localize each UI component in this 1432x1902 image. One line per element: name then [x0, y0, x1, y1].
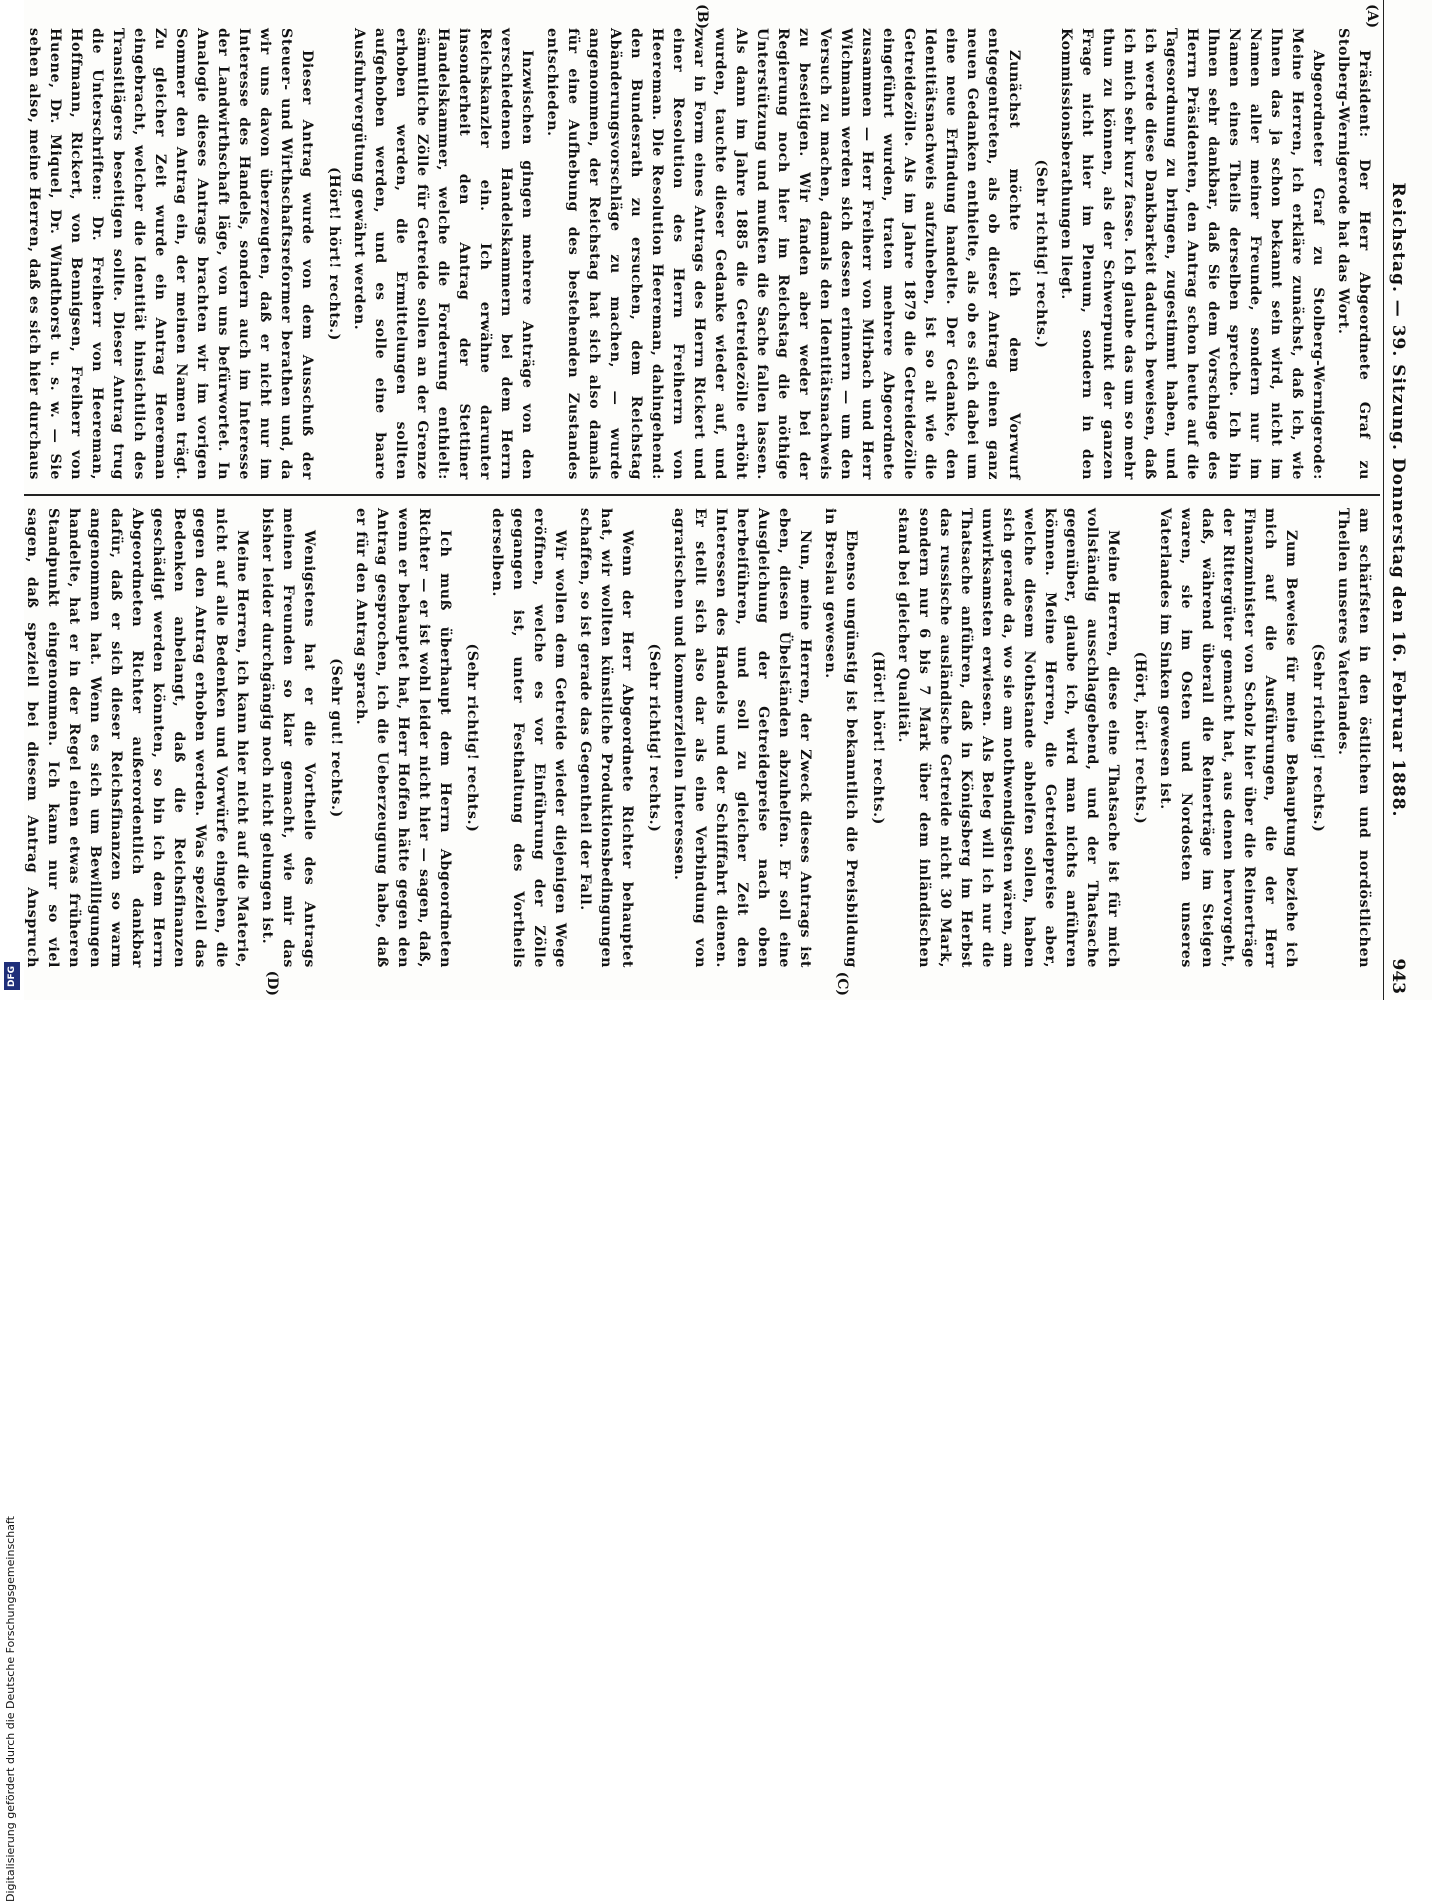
digitization-footer	[0, 0, 24, 1902]
left-text-column	[14, 28, 1374, 480]
paragraph: Wenn der Herr Abgeordnete Richter behauptet hat, wir wollten künstliche Produktionsbedingungen schaffen, so ist gerade das Gegentheil der Fall.	[577, 508, 635, 968]
interjection: (Hört! hört! rechts.)	[870, 651, 886, 825]
paragraph: am schärfsten in den östlichen und nordöstlichen Theilen unseres Vaterlandes.	[1335, 508, 1372, 968]
paragraph: Nun, meine Herren, der Zweck dieses Antrags ist eben, diesen Übelständen abzuhelfen. Er soll eine Ausgleichung der Getreidepreise nach oben herbeiführen, und soll zu gleicher Zeit den Interessen des Handels und der Schifffahrt dienen. Er stellt sich also dar als eine Verbindung von agrarischen und kommerziellen Interessen.	[671, 508, 813, 968]
paragraph: Präsident: Der Herr Abgeordnete Graf zu Stolberg-Wernigerode hat das Wort.	[1335, 28, 1372, 480]
margin-mark-b: (B)	[694, 4, 710, 30]
paragraph: Wenigstens hat er die Vortheile des Antrags meinen Freunden so klar gemacht, wie mir das bisher leider durchgängig noch nicht gelungen ist.	[259, 508, 317, 968]
interjection: (Sehr richtig! rechts.)	[1310, 643, 1326, 833]
interjection: (Sehr gut! rechts.)	[328, 658, 344, 818]
right-text-column	[14, 508, 1374, 968]
interjection: (Sehr richtig! rechts.)	[464, 643, 480, 833]
dfg-logo: DFG	[4, 962, 20, 990]
paragraph: Wir wollen dem Getreide wieder diejenigen Wege eröffnen, welche es vor Einführung der Zölle gegangen ist, unter Festhaltung des Vortheils derselben.	[489, 508, 568, 968]
running-header	[1383, 0, 1410, 1000]
paragraph: Zum Beweise für meine Behauptung beziehe ich mich auf die Ausführungen, die der Herr Finanzminister von Scholz hier über die Reinerträge der Rittergüter gemacht hat, aus denen hervorgeht, daß, während überall die Reinerträge im Steigen waren, sie im Osten und Nordosten unseres Vaterlandes im Sinken gewesen ist.	[1157, 508, 1299, 968]
page-number: 943	[1388, 958, 1408, 994]
column-divider	[10, 494, 1380, 496]
margin-mark-d: (D)	[264, 970, 280, 996]
paragraph: Zunächst möchte ich dem Vorwurf entgegentreten, als ob dieser Antrag einen ganz neuen Gedanken enthielte, als ob es sich dabei um eine neue Erfindung handelte. Der Gedanke, den Identitätsnachweis aufzuheben, ist so alt wie die Getreidezölle. Als im Jahre 1879 die Getreidezölle eingeführt wurden, traten mehrere Abgeordnete zusammen — Herr Freiherr von Mirbach und Herr Wichmann werden sich dessen erinnern — um den Versuch zu machen, damals den Identitätsnachweis zu beseitigen. Wir fanden aber weder bei der Regierung noch hier im Reichstag die nöthige Unterstützung und mußten die Sache fallen lassen. Als dann im Jahre 1885 die Getreidezölle erhöht wurden, tauchte dieser Gedanke wieder auf, und zwar in Form eines Antrags des Herrn Rickert und einer Resolution des Herrn Freiherrn von Heereman. Die Resolution Heereman, dahingehend: den Bundesrath zu ersuchen, dem Reichstag Abänderungsvorschläge zu machen, — wurde angenommen, der Reichstag hat sich also damals für eine Aufhebung des bestehenden Zustandes entschieden.	[544, 28, 1022, 480]
margin-mark-a: (A)	[1364, 4, 1380, 29]
interjection: (Hört, hört! rechts.)	[1132, 651, 1148, 825]
interjection: (Sehr richtig! rechts.)	[646, 643, 662, 833]
interjection: (Hört! hört! rechts.)	[326, 167, 342, 341]
paragraph: Ebenso ungünstig ist bekanntlich die Preisbildung in Breslau gewesen.	[822, 508, 859, 968]
paragraph: Ich muß überhaupt dem Herrn Abgeordneten Richter — er ist wohl leider nicht hier — sagen, daß, wenn er behauptet hat, Herr Hoffen hätte gegen den Antrag gesprochen, ich die Ueberzeugung habe, daß er für den Antrag sprach.	[353, 508, 453, 968]
interjection: (Sehr richtig! rechts.)	[1033, 159, 1049, 349]
paragraph: Abgeordneter Graf zu Stolberg-Wernigerode: Meine Herren, ich erkläre zunächst, daß ich, wie Ihnen das ja schon bekannt sein wird, nicht im Namen aller meiner Freunde, sondern nur im Namen eines Theils derselben spreche. Ich bin Ihnen sehr dankbar, daß Sie dem Vorschlage des Herrn Präsidenten, den Antrag schon heute auf die Tagesordnung zu bringen, zugestimmt haben, und ich werde diese Dankbarkeit dadurch beweisen, daß ich mich sehr kurz fasse. Ich glaube das um so mehr thun zu können, als der Schwerpunkt der ganzen Frage nicht hier im Plenum, sondern in den Kommissionsberathungen liegt.	[1058, 28, 1326, 480]
paragraph: Inzwischen gingen mehrere Anträge von den verschiedenen Handelskammern bei dem Herrn Reichskanzler ein. Ich erwähne darunter insonderheit den Antrag der Stettiner Handelskammer, welche die Forderung enthielt: sämmtliche Zölle für Getreide sollen an der Grenze erhoben werden, die Ermittelungen sollten aufgehoben werden, und es solle eine baare Ausfuhrvergütung gewährt werden.	[351, 28, 535, 480]
paragraph: Meine Herren, diese eine Thatsache ist für mich vollständig ausschlaggebend, und der Thatsache gegenüber, glaube ich, wird man nichts anführen können. Meine Herren, die Getreidepreise aber, welche diesem Nothstande abhelfen sollen, haben sich gerade da, wo sie am nothwendigsten wären, am unwirksamsten erwiesen. Als Beleg will ich nur die Thatsache anführen, daß in Königsberg im Herbst das russische ausländische Getreide nicht 30 Mark, sondern nur 6 bis 7 Mark über dem inländischen stand bei gleicher Qualität.	[895, 508, 1121, 968]
header-title: Reichstag. — 39. Sitzung. Donnerstag den 16. Februar 1888.	[1388, 182, 1408, 818]
paragraph: Dieser Antrag wurde von dem Ausschuß der Steuer- und Wirthschaftsreformer berathen und, da wir uns davon überzeugten, daß er nicht nur im Interesse des Handels, sondern auch im Interesse der Landwirthschaft läge, von uns befürwortet. In Analogie dieses Antrags brachten wir im vorigen Sommer den Antrag ein, der meinen Namen trägt. Zu gleicher Zeit wurde ein Antrag Heereman eingebracht, welcher die Identität hinsichtlich des Transitlägers beseitigen sollte. Dieser Antrag trug die Unterschriften: Dr. Freiherr von Heereman, Hoffmann, Rickert, von Bennigsen, Freiherr von Huene, Dr. Miquel, Dr. Windthorst u. s. w. — Sie sehen also, meine Herren, daß es sich hier durchaus	[26, 28, 315, 480]
footer-credit-text: Digitalisierung gefördert durch die Deutsche Forschungsgemeinschaft	[4, 1516, 17, 1902]
paragraph: Meine Herren, ich kann hier nicht auf die Materie, nicht auf alle Bedenken und Vorwürfe eingehen, die gegen den Antrag erhoben werden. Was speziell das Bedenken anbelangt, daß die Reichsfinanzen geschädigt werden könnten, so bin ich dem Herrn Abgeordneten Richter außerordentlich dankbar dafür, daß er sich dieser Reichsfinanzen so warm angenommen hat. Wenn es sich um Bewilligungen handelte, hat er in der Regel einen etwas früheren Standpunkt eingenommen. Ich kann nur so viel sagen, daß speziell bei diesem Antrag Anspruch	[24, 508, 250, 968]
margin-mark-c: (C)	[834, 971, 850, 996]
